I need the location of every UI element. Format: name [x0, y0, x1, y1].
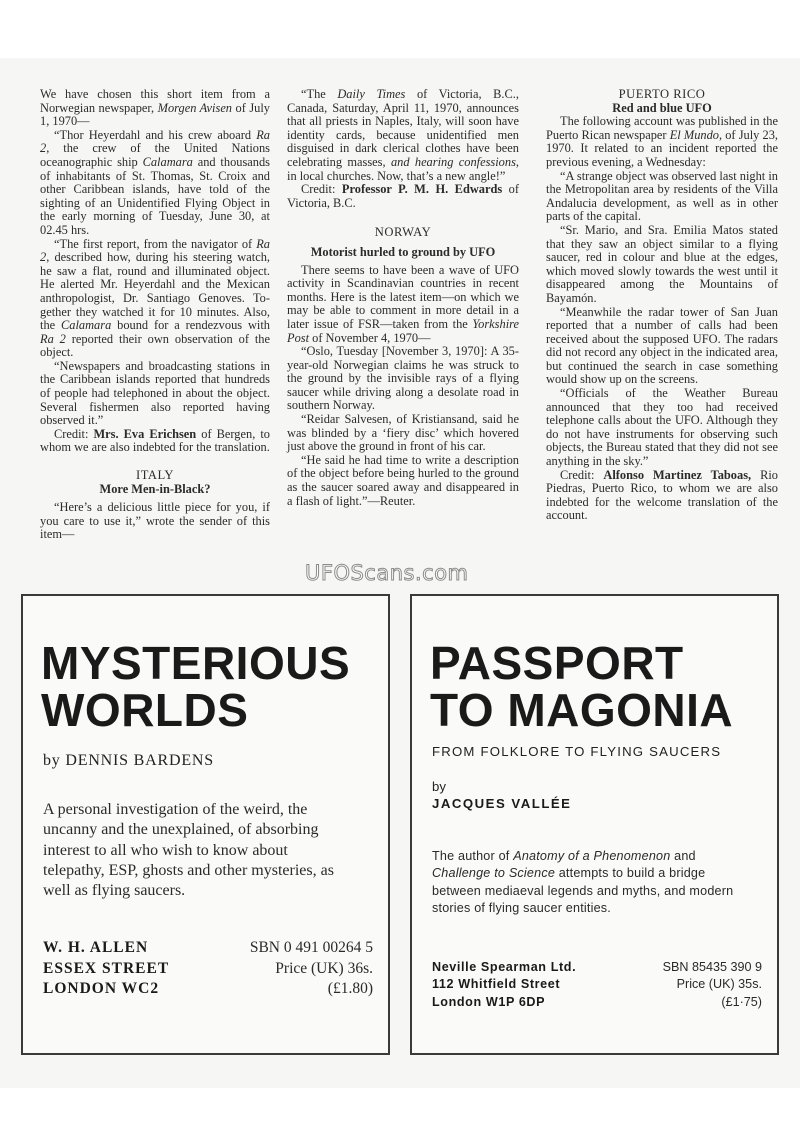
watermark: UFOScans.com [305, 561, 469, 585]
price: Price (UK) 35s. [676, 977, 762, 992]
ad-author: JACQUES VALLÉE [432, 796, 572, 811]
publisher-line: Neville Spearman Ltd. [432, 960, 577, 974]
paragraph: “Sr. Mario, and Sra. Emilia Matos stated that they saw an object similar to a flying saucer, red in colour and blue at the edges, which moved slowly towards the west until it disappeared among the Mountains of Bayamón. [546, 222, 778, 305]
price-decimal: (£1·75) [721, 994, 762, 1009]
publisher-row [43, 959, 373, 980]
section-subheading-puerto-rico: Red and blue UFO [612, 100, 712, 115]
publisher-line: W. H. ALLEN [43, 939, 149, 956]
ad-by: by [432, 779, 446, 794]
ad-passport-to-magonia [410, 594, 779, 1055]
ad-title-line: TO MAGONIA [430, 684, 734, 736]
sbn: SBN 0 491 00264 5 [249, 939, 373, 956]
section-heading-italy: ITALY [136, 468, 174, 483]
credit-line: Credit: Professor P. M. H. Edwards of Victoria, B.C. [287, 182, 519, 210]
credit-line: Credit: Alfonso Martinez Taboas, Rio Piedras, Puerto Rico, to whom we are also indebted for the welcome translation of the account. [546, 467, 779, 523]
ad-publisher-info [432, 959, 762, 1011]
ad-description: A personal investigation of the weird, the uncanny and the unexplained, of absorbing interest to all who wish to know about telepathy, ESP, ghosts and other mysteries, as well as flying saucers. [43, 801, 334, 900]
ad-description: The author of Anatomy of a Phenomenon and Challenge to Science attempts to build a bridge between mediaeval legends and myths, and modern stories of flying saucer entities. [432, 849, 734, 915]
paragraph: “Oslo, Tuesday [November 3, 1970]: A 35-year-old Norwegian claims he was struck to the ground by the invisible rays of a flying saucer while driving along a desolate road in southern Norway. [287, 344, 519, 413]
publisher-row [432, 994, 762, 1011]
paragraph: “The Daily Times of Victoria, B.C., Canada, Saturday, April 11, 1970, announces that all priests in Naples, Italy, will soon have identity cards, because unidentified men disguised in dark clerical clothes have been celebrating masses, and hearing confessions, in local churches. Now, that’s a new angle!” [287, 87, 519, 183]
paragraph: “Here’s a delicious little piece for you, if you care to use it,” wrote the sender of this item— [40, 500, 270, 542]
publisher-line: London W1P 6DP [432, 994, 546, 1009]
publisher-row [432, 976, 762, 993]
credit-line: Credit: Mrs. Eva Erichsen of Bergen, to whom we are also indebted for the translation. [40, 426, 270, 455]
section-subheading-norway: Motorist hurled to ground by UFO [310, 244, 496, 259]
publisher-line: LONDON WC2 [43, 980, 160, 997]
section-subheading-italy: More Men-in-Black? [99, 481, 211, 496]
paragraph: “The first report, from the navigator of Ra 2, described how, during his steering watch, he saw a flat, round and illuminated object. He alerted Mr. Heyerdahl and the Mexican anthropologist, Dr. Santiago Genoves. Together they watched it for 10 minutes. Also, the Calamara bound for a rendezvous with Ra 2 reported their own observation of the object. [40, 236, 270, 360]
ad-title [41, 637, 351, 736]
article-column-2 [287, 88, 519, 508]
paragraph: “Reidar Salvesen, of Kristiansand, said he was blinded by a ‘fiery disc’ which hovered just above the ground in front of his car. [287, 412, 519, 454]
paragraph: “Officials of the Weather Bureau announced that they too had received telephone calls about the UFO. Although they do not have instruments for observing such objects, the Bureau stated that they did not see anything in the sky.” [546, 386, 778, 469]
ad-mysterious-worlds [21, 594, 390, 1055]
ad-title-line: MYSTERIOUS [41, 637, 351, 689]
price-decimal: (£1.80) [327, 980, 373, 997]
article-column-1 [40, 88, 270, 542]
ad-byline: by DENNIS BARDENS [43, 752, 214, 769]
ad-subtitle: FROM FOLKLORE TO FLYING SAUCERS [432, 744, 722, 759]
section-heading-norway: NORWAY [374, 225, 432, 240]
ad-title-line: WORLDS [41, 684, 249, 736]
paragraph: “Thor Heyerdahl and his crew aboard Ra 2, the crew of the United Nations oceanographic ship Calamara and thousands of inhabitants of St. Thomas, St. Croix and other Caribbean islands, have told of the sighting of an Unidentified Flying Object in the early morning of Tuesday, June 30, at 02.45 hrs. [40, 127, 270, 237]
sbn: SBN 85435 390 9 [662, 960, 762, 974]
paragraph: There seems to have been a wave of UFO activity in Scandinavian countries in recent months. Here is the latest item—on which we may be able to comment in more detail in a later issue of FSR—taken from the Yorkshire Post of November 4, 1970— [287, 262, 519, 345]
ad-title [430, 637, 734, 736]
paragraph: The following account was published in the Puerto Rican newspaper El Mundo, of July 23, 1970. It related to an incident reported the previous evening, a Wednesday: [546, 114, 779, 169]
publisher-line: ESSEX STREET [43, 959, 170, 977]
section-heading-puerto-rico: PUERTO RICO [618, 87, 706, 101]
publisher-row [432, 959, 762, 976]
paragraph: “He said he had time to write a description of the object before being hurled to the ground as the saucer soared away and disappeared in a flash of light.”—Reuter. [287, 452, 519, 508]
norway-ra2-intro: We have chosen this short item from a Norwegian newspaper, Morgen Avisen of July 1, 1970— [40, 87, 270, 129]
publisher-row [43, 938, 373, 959]
publisher-row [43, 979, 373, 1000]
article-column-3 [546, 88, 778, 523]
paragraph: “A strange object was observed last night in the Metropolitan area by residents of the Villa Andalucia development, as well as in other parts of the capital. [546, 168, 778, 224]
ad-title-line: PASSPORT [430, 637, 684, 689]
publisher-line: 112 Whitfield Street [432, 977, 561, 992]
paragraph: “Meanwhile the radar tower of San Juan reported that a number of calls had been received about the supposed UFO. The radars did not record any object in the indicated area, but continued the search in case something would show up on the screens. [546, 304, 778, 387]
ad-publisher-info [43, 938, 373, 1000]
price: Price (UK) 36s. [275, 959, 373, 977]
paragraph: “Newspapers and broadcasting stations in the Caribbean islands reported that hundreds of people had telephoned in about the object. Several fishermen also reported having observed it.” [40, 358, 270, 428]
